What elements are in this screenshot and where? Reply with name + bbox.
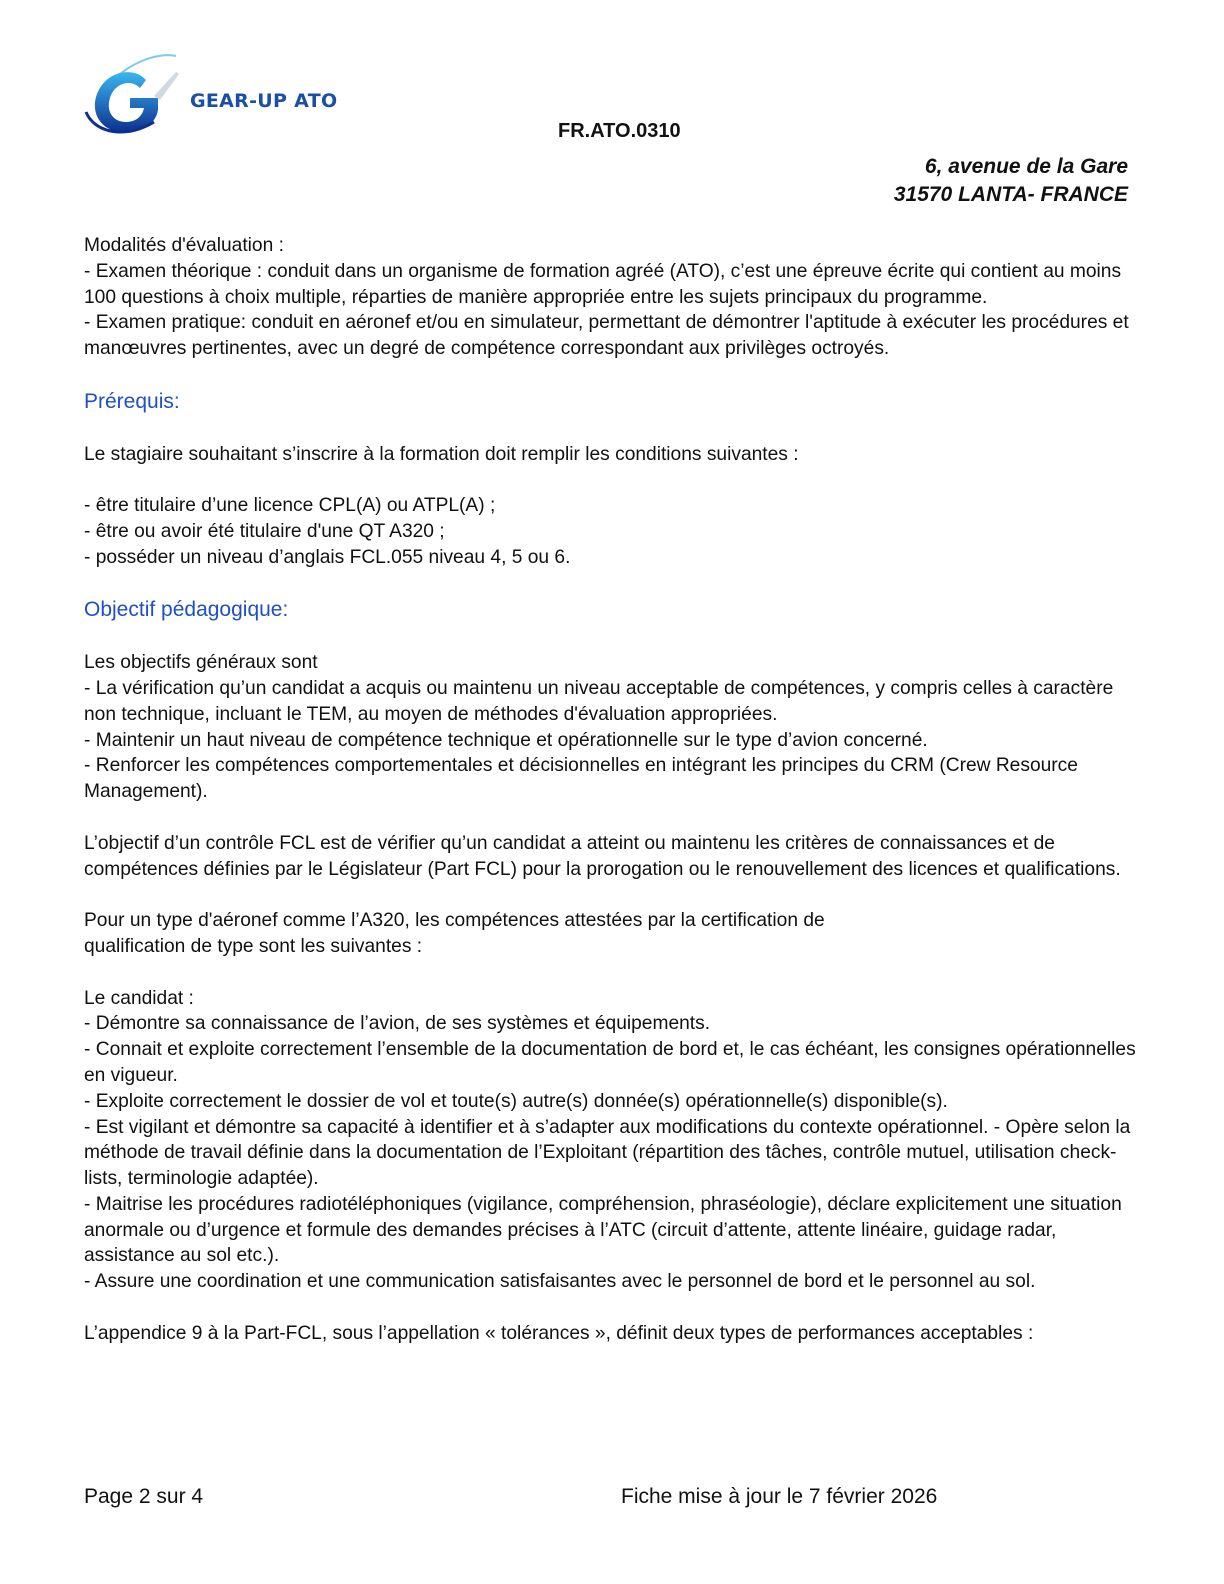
address-line1: 6, avenue de la Gare [924, 155, 1128, 178]
evaluation-item: - Examen pratique: conduit en aéronef et/ou en simulateur, permettant de démontrer l'aptitude à exécuter les procédures et manœuvres pertinentes, avec un degré de compétence correspondant aux privilèges octroyés. [84, 312, 1129, 360]
candidat-item: - Démontre sa connaissance de l’avion, de ses systèmes et équipements. [84, 1013, 711, 1035]
objectif-item: - Maintenir un haut niveau de compétence technique et opérationnelle sur le type d’avion concerné. [84, 729, 928, 751]
evaluation-item: - Examen théorique : conduit dans un organisme de formation agréé (ATO), c’est une épreuve écrite qui contient au moins 100 questions à choix multiple, réparties de manière appropriée entre les sujets principaux du programme. [84, 260, 1122, 308]
prerequis-item: - être titulaire d’une licence CPL(A) ou ATPL(A) ; [84, 495, 496, 517]
objectif-item: - Renforcer les compétences comportementales et décisionnelles en intégrant les principes du CRM (Crew Resource Management). [84, 755, 1078, 803]
objectif-paragraph: L’objectif d’un contrôle FCL est de vérifier qu’un candidat a atteint ou maintenu les critères de connaissances et de compétences définies par le Législateur (Part FCL) pour la prorogation ou le renouvellement des licences et qualifications. [84, 832, 1121, 880]
objectif-heading: Objectif pédagogique: [84, 598, 289, 622]
candidat-item: - Exploite correctement le dossier de vol et toute(s) autre(s) donnée(s) opérationnelle(s) disponible(s). [84, 1090, 948, 1112]
document-code: FR.ATO.0310 [558, 120, 681, 142]
prerequis-heading: Prérequis: [84, 389, 180, 413]
update-date: Fiche mise à jour le 7 février 2026 [621, 1485, 938, 1508]
candidat-item: - Maitrise les procédures radiotéléphoniques (vigilance, compréhension, phraséologie), déclare explicitement une situation anormale ou d’urgence et formule des demandes précises à l’ATC (circuit d’attente, attente linéaire, guidage radar, assistance au sol etc.). [84, 1193, 1122, 1267]
candidat-item: - Connait et exploite correctement l’ensemble de la documentation de bord et, le cas échéant, les consignes opérationnelles en vigueur. [84, 1039, 1136, 1086]
objectif-intro: Les objectifs généraux sont [84, 652, 318, 674]
candidat-item: - Est vigilant et démontre sa capacité à identifier et à s’adapter aux modifications du contexte opérationnel. - Opère selon la méthode de travail définie dans la documentation de l’Exploitant (répartition des tâches, contrôle mutuel, utilisation check-lists, terminologie adaptée). [84, 1116, 1131, 1190]
logo-g-icon [84, 52, 184, 142]
prerequis-intro: Le stagiaire souhaitant s’inscrire à la formation doit remplir les conditions suivantes : [84, 443, 799, 465]
prerequis-item: - être ou avoir été titulaire d'une QT A320 ; [84, 520, 445, 542]
document-body [84, 233, 1144, 1347]
objectif-paragraph2-line2: qualification de type sont les suivantes : [84, 935, 423, 957]
candidat-title: Le candidat : [84, 987, 194, 1009]
evaluation-title: Modalités d'évaluation : [84, 235, 284, 256]
candidat-item: - Assure une coordination et une communication satisfaisantes avec le personnel de bord et le personnel au sol. [84, 1271, 1036, 1293]
address [894, 153, 1128, 209]
logo-text: GEAR-UP ATO [190, 90, 338, 112]
objectif-paragraph2-line1: Pour un type d'aéronef comme l’A320, les compétences attestées par la certification de [84, 910, 825, 932]
prerequis-item: - posséder un niveau d’anglais FCL.055 niveau 4, 5 ou 6. [84, 546, 571, 568]
company-logo [84, 52, 344, 142]
address-line2: 31570 LANTA- FRANCE [893, 183, 1128, 206]
page-number: Page 2 sur 4 [84, 1485, 204, 1508]
appendice-paragraph: L’appendice 9 à la Part-FCL, sous l’appellation « tolérances », définit deux types de performances acceptables : [84, 1322, 1034, 1344]
objectif-item: - La vérification qu’un candidat a acquis ou maintenu un niveau acceptable de compétences, y compris celles à caractère non technique, incluant le TEM, au moyen de méthodes d'évaluation appropriées. [84, 677, 1114, 725]
